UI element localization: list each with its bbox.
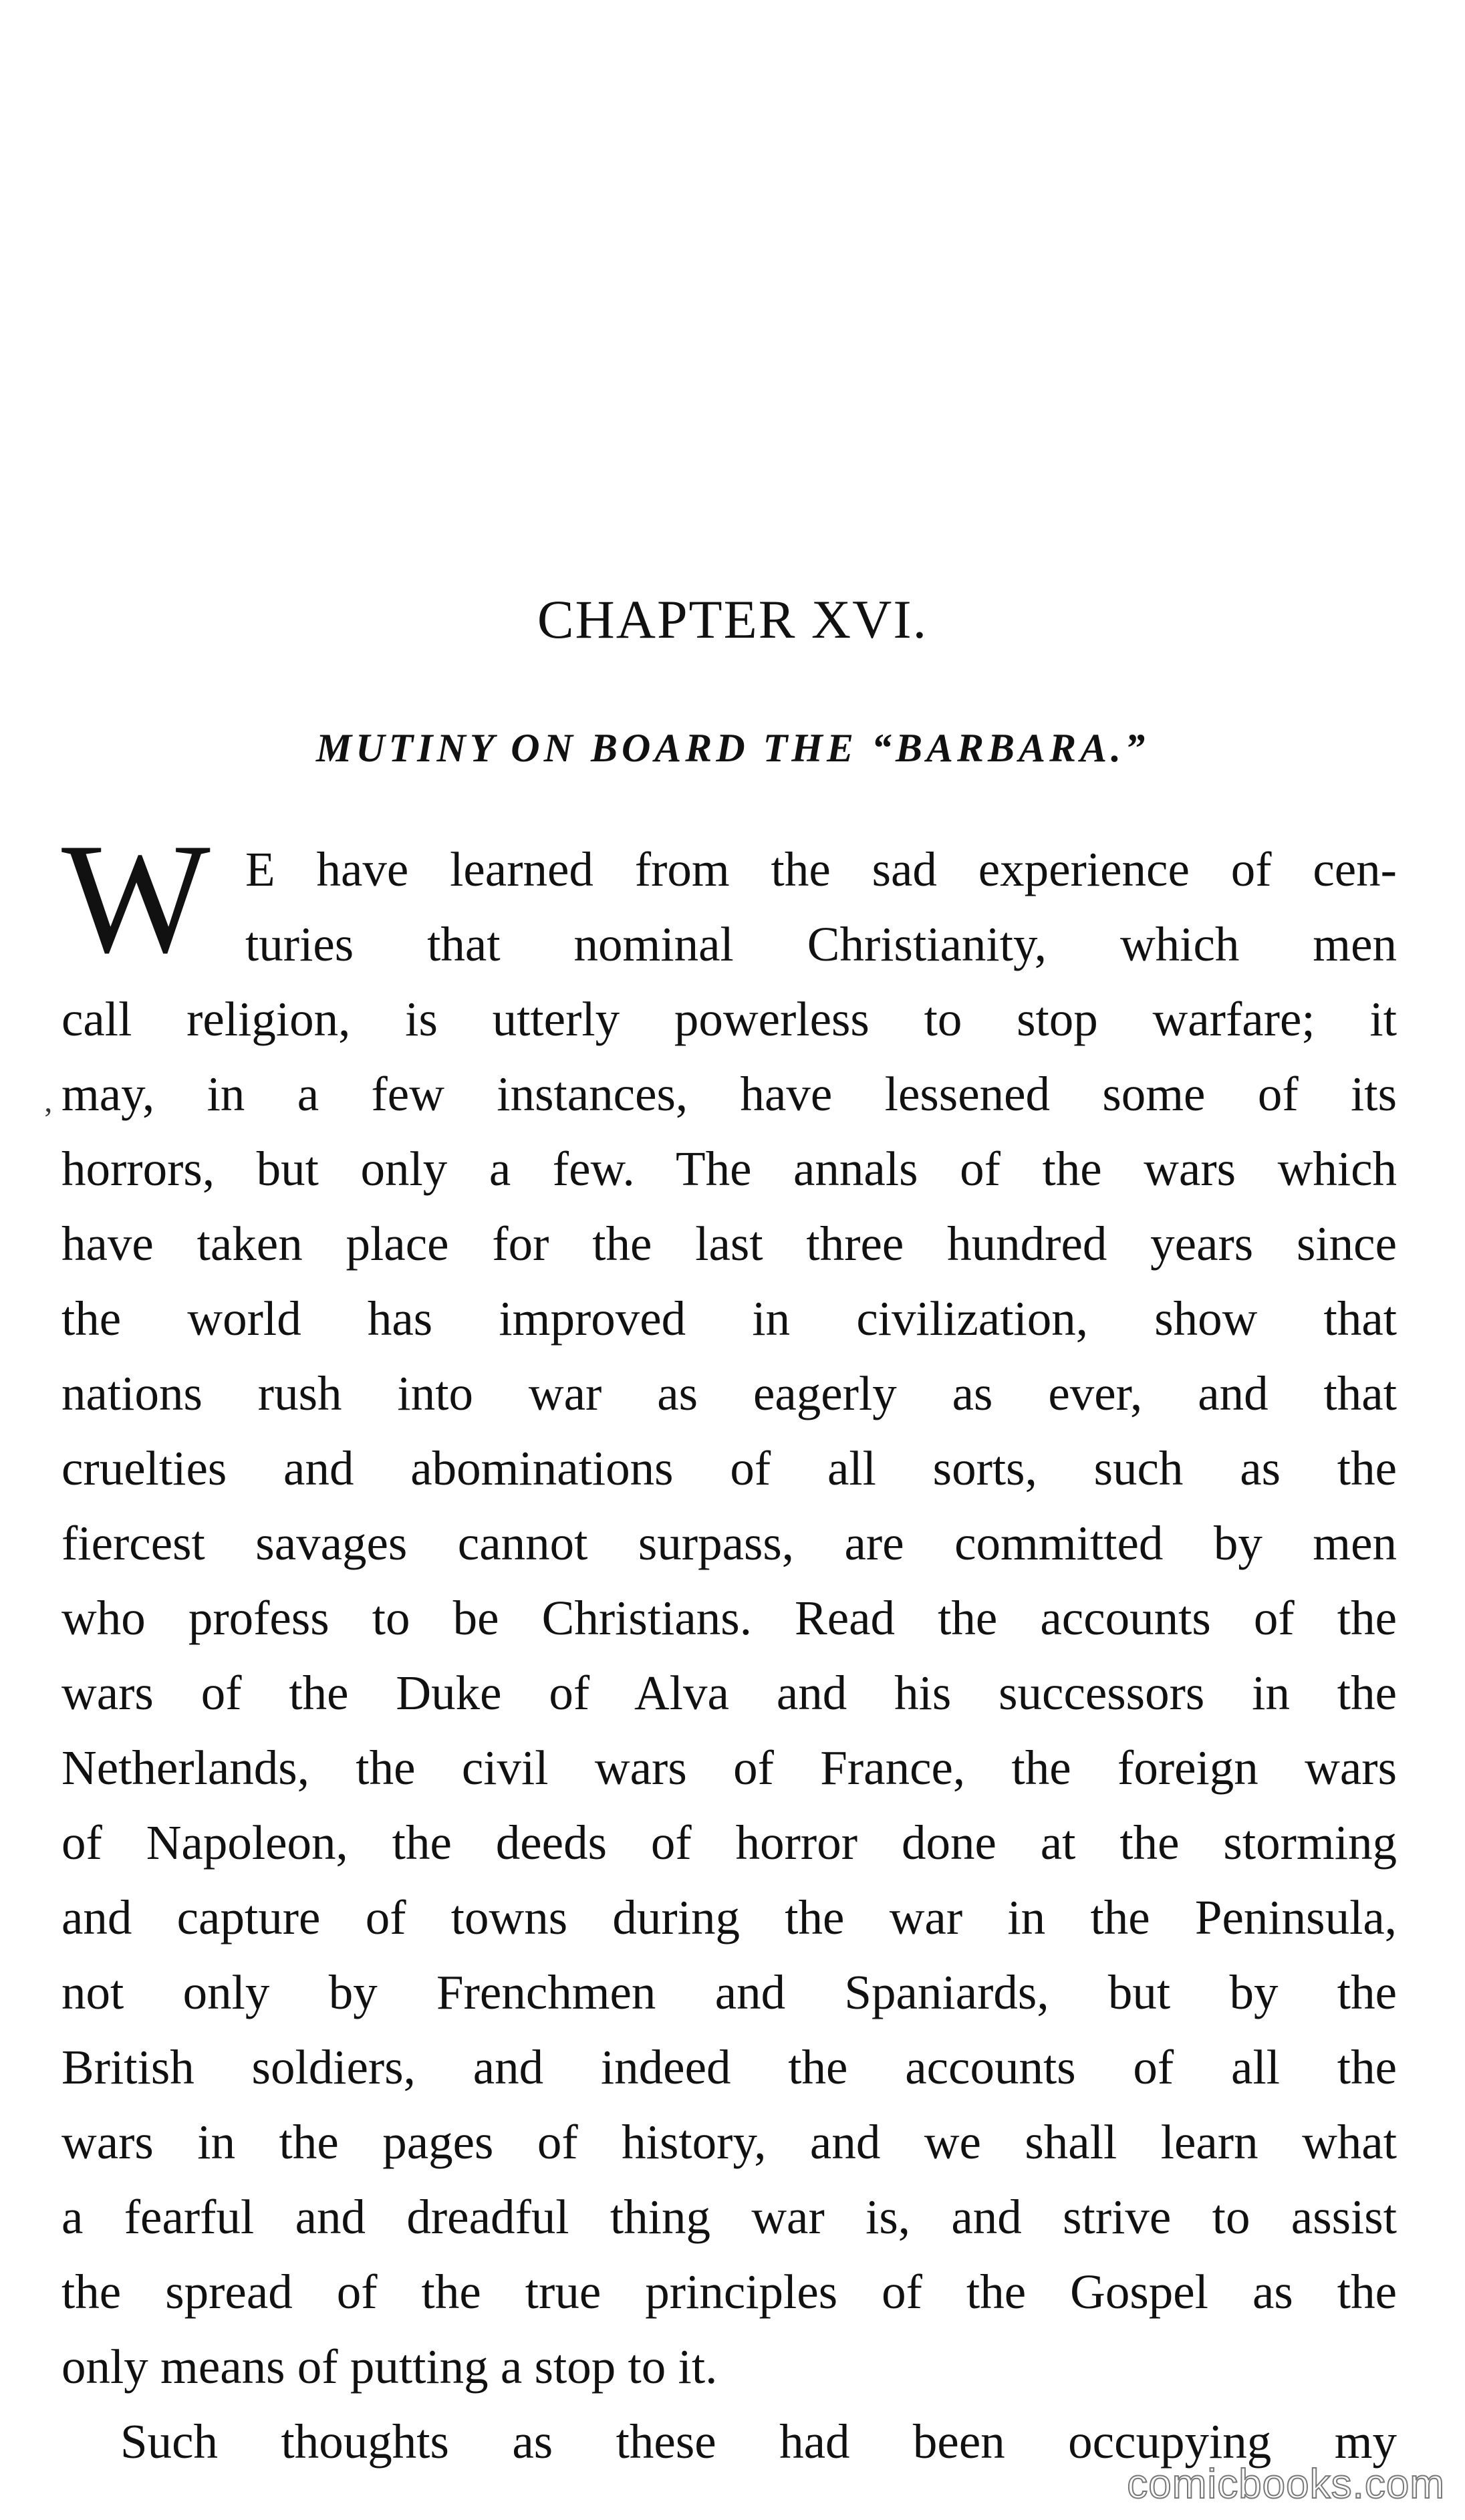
text-line: turies that nominal Christianity, which men [245,917,1397,971]
text-line: call religion, is utterly powerless to stop warfare; it [61,992,1397,1046]
text-line: of Napoleon, the deeds of horror done at the storming [61,1815,1397,1870]
text-line: the world has improved in civilization, show that [61,1291,1397,1346]
text-line: fiercest savages cannot surpass, are committed by men [61,1516,1397,1570]
watermark: comicbooks.com [1127,2461,1445,2507]
text-line: British soldiers, and indeed the accounts of all the [61,2040,1397,2094]
chapter-subtitle: MUTINY ON BOARD THE “BARBARA.” [315,726,1150,770]
text-line: wars of the Duke of Alva and his successors in the [61,1666,1397,1720]
text-line: not only by Frenchmen and Spaniards, but by the [61,1965,1397,2019]
text-line: the spread of the true principles of the Gospel as the [61,2265,1397,2319]
text-line: horrors, but only a few. The annals of the wars which [61,1142,1397,1196]
text-line: wars in the pages of history, and we shall learn what [61,2115,1397,2169]
text-line: nations rush into war as eagerly as ever, and that [61,1366,1397,1420]
text-line: have taken place for the last three hundred years since [61,1217,1397,1271]
text-line: and capture of towns during the war in the Peninsula, [61,1890,1397,1944]
text-line: who profess to be Christians. Read the accounts of the [61,1591,1397,1645]
margin-mark: ‚ [43,1084,53,1119]
text-line: Netherlands, the civil wars of France, the foreign wars [61,1741,1397,1795]
chapter-heading: CHAPTER XVI. [537,589,928,650]
text-line: cruelties and abominations of all sorts, such as the [61,1441,1397,1495]
text-line: only means of putting a stop to it. [61,2340,718,2394]
text-line: may, in a few instances, have lessened some of its [61,1067,1397,1121]
text-line: Such thoughts as these had been occupying my [120,2414,1397,2469]
text-line: E have learned from the sad experience of cen- [245,842,1397,896]
body-text [61,811,1397,2479]
drop-cap: W [61,811,211,986]
text-line: a fearful and dreadful thing war is, and strive to assist [61,2190,1397,2244]
